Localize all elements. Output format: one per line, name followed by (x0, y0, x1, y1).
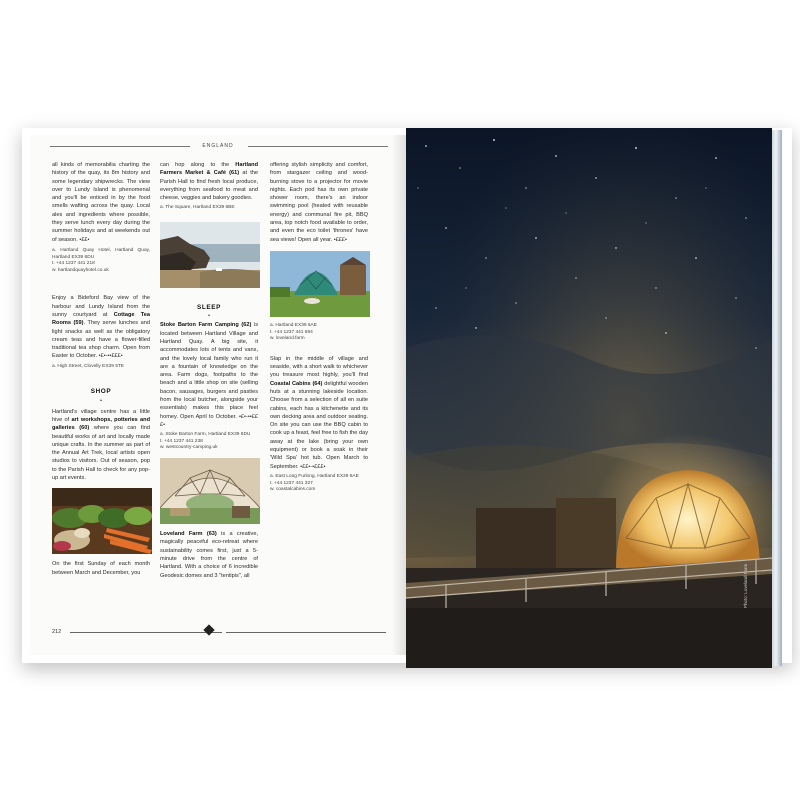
venue-name: Stoke Barton Farm Camping (62) (160, 322, 252, 329)
paragraph: all kinds of memorabilia charting the history of the quay, its 8m history and some legendary shipwrecks. The view over to Lundy Island is phenomenal and you'll be enticed in by the food smells wafting across the quay. Local ales and ingredients where possible, they serve lunch every day during the summer holidays and at weekends out of season. •££• (52, 162, 150, 243)
web-line: w. coastalcabins.com (270, 487, 316, 493)
green-dome-photo (270, 251, 370, 317)
coastline-photo (160, 222, 260, 288)
address-line: a. Hartland Quay Hotel, Hartland Quay, Hartland EX39 6DU (52, 247, 150, 260)
right-page-photo (406, 128, 772, 668)
footer-rule (70, 632, 222, 633)
footer-rule (226, 632, 386, 633)
paragraph: Slap in the middle of village and seaside, with a short walk to whichever you treasure most highly, you'll find Coastal Cabins (64) delightful wooden huts at a stunning lakeside location. Choose from a selection of all en suite cabins, each has a kitchenette and its own decking area and outdoor seating. On site you can use the BBQ cabin to cook up a feast, feel free to fish the day away at the lake (bring your own equipment) or book a soak in their 'Wild Spa' hot tub. Open March to September. •££•-•£££• (270, 355, 368, 470)
paragraph: Stoke Barton Farm Camping (62) is located between Hartland Village and Hartland Quay. A big site, it accommodates lots of tents and vans, and the lovely local family who run it are a fountain of knowledge on the area. Farm dogs, footpaths to the beach and a little shop on site (selling bacon, sausages, burgers and pasties from the local butcher, alongside your essentials) makes this place feel homey. Open April to October. •£•-••£££• (160, 322, 259, 428)
heading-dot: • (100, 397, 102, 404)
address-line: a. Hartland EX39 6AE (270, 322, 317, 328)
phone-line: t. +44 1237 441 327 (270, 480, 313, 486)
paragraph: offering stylish simplicity and comfort, from stargazer ceiling and wood-burning stove to a projector for movie nights. Each pod has its own private shower room, there's an indoor swimming pool (heated with reusable energy) and communal fire pit, BBQ area, top notch food available to order, and even the eco toilet 'thrones' have sea views! Open all year. •£££• (270, 162, 368, 243)
column-3 (270, 161, 368, 494)
paragraph: Enjoy a Bideford Bay view of the harbour and Lundy Island from the sunny courtyard at Cottage Tea Rooms (59). They serve lunches and light snacks as well as the obligatory cream teas and have a flower-filled traditional tea shop charm. Open from Easter to October. •£•-••£££• (52, 295, 150, 360)
photo-credit: Photo: Loveland Farm (743, 563, 748, 608)
column-2 (160, 161, 258, 580)
venue-name: Hartland Farmers Market & Café (61) (160, 162, 258, 177)
page-number: 212 (52, 629, 62, 635)
address-line: a. Stoke Barton Farm, Hartland EX39 6DU (160, 432, 251, 438)
paragraph: can hop along to the Hartland Farmers Market & Café (61) at the Parish Hall to find fresh local produce, everything from seafood to meat and cheese, veggies and bakery goodies. (160, 162, 258, 202)
left-page (30, 135, 406, 655)
phone-line: t. +44 1237 441 238 (160, 438, 203, 444)
paragraph: On the first Sunday of each month between March and December, you (52, 561, 150, 576)
section-heading-shop: SHOP (90, 388, 112, 396)
web-line: w. loveland.farm (270, 336, 305, 342)
geodesic-dome-interior-photo (160, 458, 260, 524)
section-heading-sleep: SLEEP (197, 304, 221, 312)
web-line: w. westcountry-camping.uk (160, 445, 218, 451)
web-line: w. hartlandquayhotel.co.uk (52, 267, 109, 273)
address-line: a. The Square, Hartland EX39 6BE (160, 205, 235, 211)
page-edges (772, 130, 782, 666)
venue-name: art workshops, potteries and galleries (60) (52, 416, 150, 432)
venue-name: Loveland Farm (63) (160, 531, 217, 538)
address-line: a. High Street, Clovelly EX39 5TE (52, 363, 124, 369)
phone-line: t. +44 1237 441 694 (270, 329, 313, 335)
running-head: ENGLAND (202, 143, 234, 149)
running-head-rule (248, 146, 388, 147)
address-line: a. East Long Furlong, Hartland EX39 6AE (270, 473, 359, 479)
vegetables-photo (52, 488, 152, 554)
column-1 (52, 161, 150, 577)
heading-dot: • (208, 313, 210, 320)
phone-line: t. +44 1237 441 218 (52, 261, 95, 267)
paragraph: Hartland's village centre has a little hive of art workshops, potteries and galleries (60) where you can find beautiful works of art and locally made unique crafts. In the summer as part of the Annual Art Trek, local artists open studios to visitors. Out of season, pop to the Parish Hall to check for any pop-up art events. (52, 408, 150, 481)
venue-name: Cottage Tea Rooms (59) (52, 311, 150, 327)
venue-name: Coastal Cabins (64) (270, 380, 323, 387)
night-sky-dome-photo (406, 128, 772, 668)
paragraph: Loveland Farm (63) is a creative, magically peaceful eco-retreat where sustainability comes first, just a 5-minute drive from the centre of Hartland. With a choice of 6 incredible Geodesic domes and 3 "tentipis", all (160, 531, 258, 579)
footer-diamond-icon (203, 624, 214, 635)
